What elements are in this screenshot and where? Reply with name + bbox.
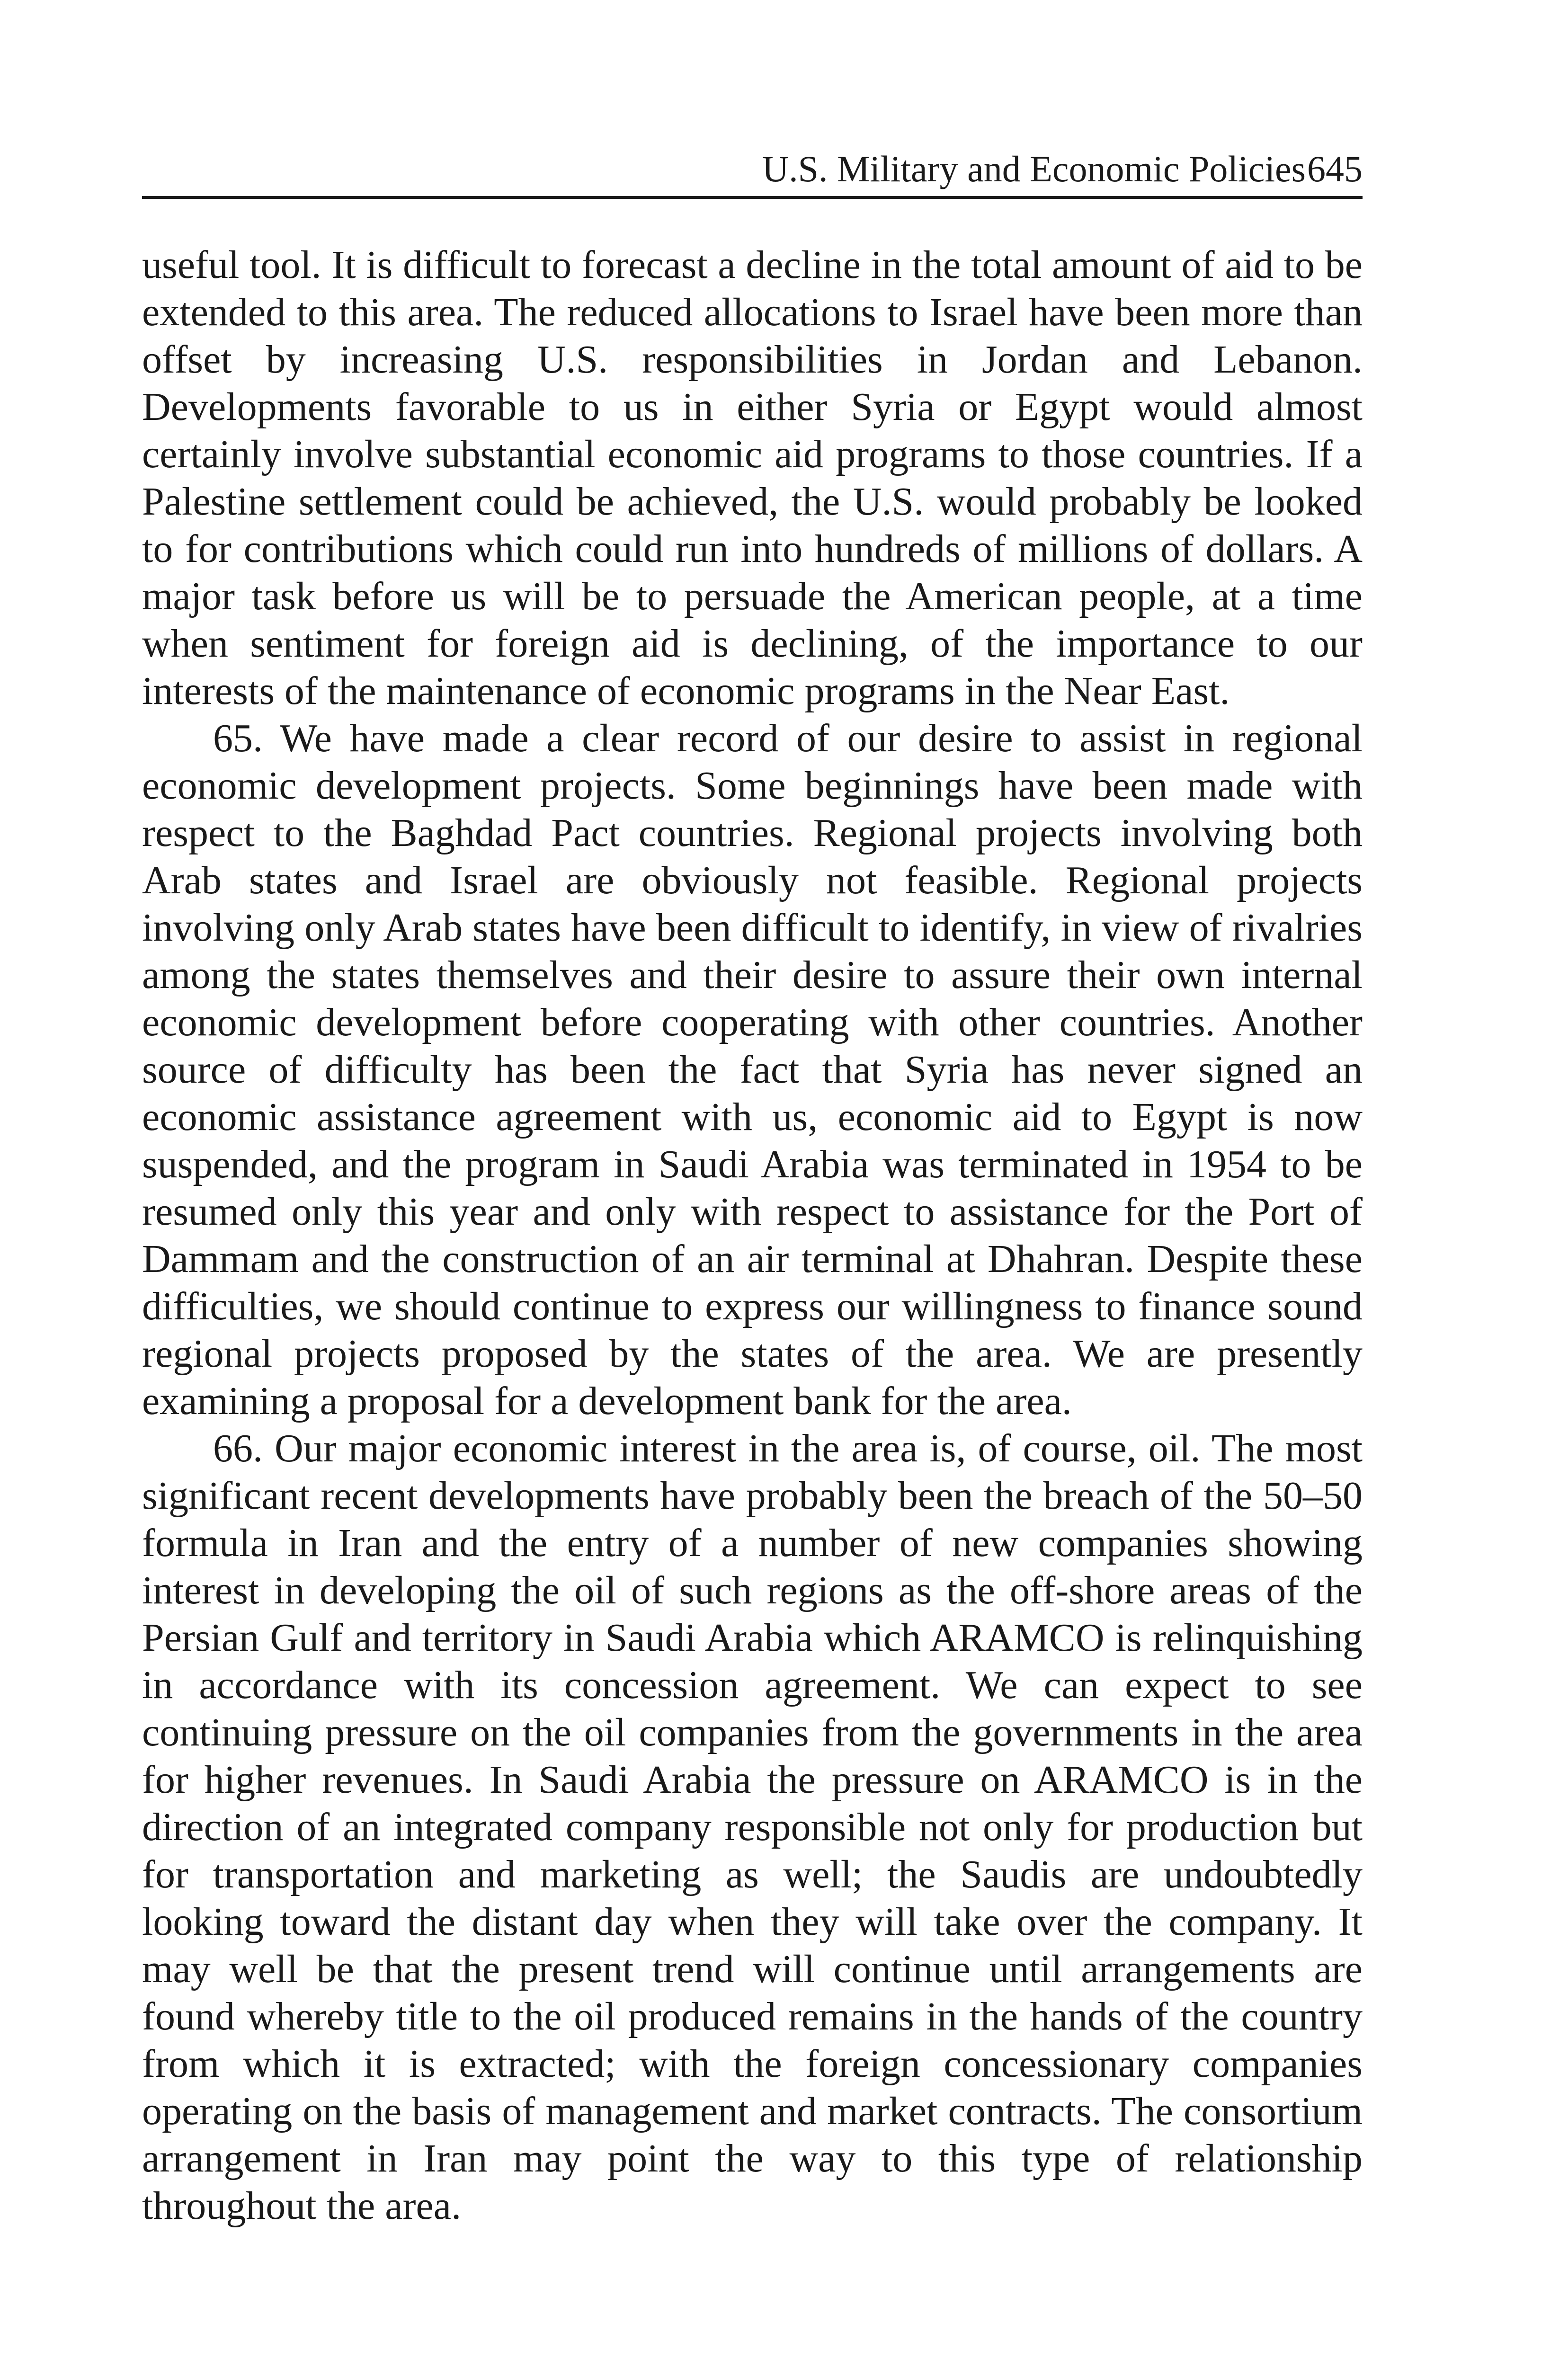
running-title: U.S. Military and Economic Policies (762, 148, 1306, 189)
paragraph-66: 66. Our major economic interest in the area is, of course, oil. The most significant recent developments have probably been the breach of the 50–50 formula in Iran and the entry of a number of new companies showing interest in developing the oil of such regions as the off-shore areas of the Persian Gulf and territory in Saudi Arabia which ARAMCO is relinquishing in accordance with its concession agreement. We can expect to see continuing pressure on the oil companies from the governments in the area for higher revenues. In Saudi Arabia the pressure on ARAMCO is in the direction of an integrated company responsible not only for production but for transportation and marketing as well; the Saudis are undoubtedly looking toward the distant day when they will take over the company. It may well be that the present trend will continue until arrangements are found whereby title to the oil produced remains in the hands of the country from which it is extracted; with the foreign concessionary companies operating on the basis of management and market contracts. The consortium arrangement in Iran may point the way to this type of relationship throughout the area. (142, 1426, 1363, 2228)
paragraph-continued: useful tool. It is difficult to forecast a decline in the total amount of aid to be extended to this area. The reduced allocations to Israel have been more than offset by increasing U.S. responsibilities in Jordan and Lebanon. Developments favorable to us in either Syria or Egypt would almost certainly involve substantial economic aid programs to those countries. If a Palestine settlement could be achieved, the U.S. would probably be looked to for contributions which could run into hundreds of millions of dollars. A major task before us will be to persuade the American people, at a time when sentiment for foreign aid is declining, of the importance to our interests of the maintenance of economic programs in the Near East. (142, 243, 1363, 713)
page-number: 645 (1307, 148, 1363, 189)
paragraph-65: 65. We have made a clear record of our desire to assist in regional economic development projects. Some beginnings have been made with respect to the Baghdad Pact countries. Regional projects involving both Arab states and Israel are obviously not feasible. Regional projects involving only Arab states have been difficult to identify, in view of rivalries among the states themselves and their desire to assure their own internal economic development before cooperating with other countries. Another source of difficulty has been the fact that Syria has never signed an economic assistance agreement with us, economic aid to Egypt is now suspended, and the program in Saudi Arabia was terminated in 1954 to be resumed only this year and only with respect to assistance for the Port of Dammam and the construction of an air terminal at Dhahran. Despite these difficulties, we should continue to express our willingness to finance sound regional projects proposed by the states of the area. We are presently examining a proposal for a development bank for the area. (142, 716, 1363, 1423)
body-text (142, 241, 1363, 2230)
page-header (142, 137, 1363, 199)
